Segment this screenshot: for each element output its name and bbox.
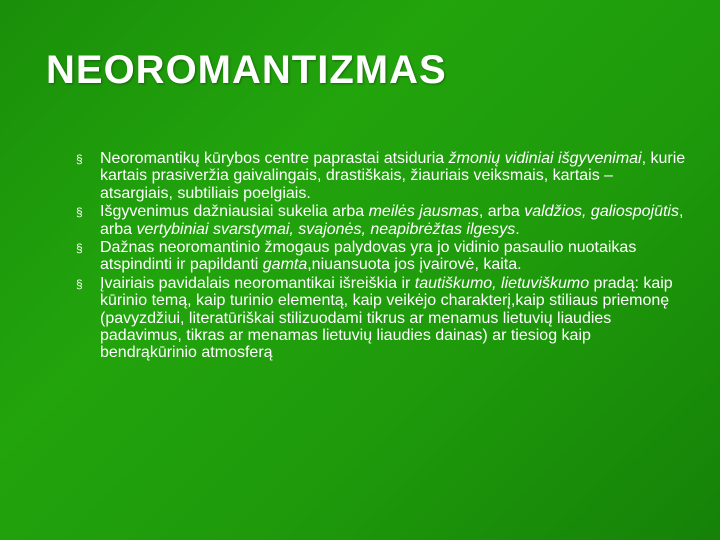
emphasized-text: tautiškumo, lietuviškumo (414, 274, 590, 292)
bullet-marker-icon: § (76, 152, 83, 166)
bullet-list (76, 150, 688, 363)
body-text: Įvairiais pavidalais neoromantikai išreiškia ir (100, 274, 415, 292)
body-text: , kurie kartais prasiveržia gaivalingais, drastiškais, žiauriais veiksmais, kartais – atsargiais, subtiliais poelgiais. (100, 150, 686, 202)
bullet-marker-icon: § (76, 241, 83, 256)
body-text: Neoromantikų kūrybos centre paprastai atsiduria (100, 150, 449, 167)
body-text: . (515, 220, 520, 238)
bullet-item (76, 150, 688, 202)
bullet-item (76, 275, 688, 362)
body-text: Dažnas neoromantinio žmogaus palydovas yra jo vidinio pasaulio nuotaikas atspindinti ir papildanti (100, 239, 637, 274)
body-text: pradą: kaip kūrinio temą, kaip turinio elementą, kaip veikėjo charakterį,kaip stiliaus priemonę (pavyzdžiui, literatūriškai stilizuodami tikrus ar menamus lietuvių liaudies padavimus, tikras ar menamas lietuvių liaudies dainas) ar tiesiog kaip bendrąkūrinio atmosferą (100, 274, 673, 362)
bullet-item (76, 203, 688, 238)
bullet-marker-icon: § (76, 276, 83, 291)
bullet-item (76, 239, 688, 274)
emphasized-text: valdžios, galiospojūtis (524, 203, 679, 221)
emphasized-text: meilės jausmas (368, 203, 479, 221)
body-text: , arba (478, 203, 525, 221)
emphasized-text: gamta (262, 256, 308, 274)
bullet-marker-icon: § (76, 205, 83, 220)
slide-title: NEOROMANTIZMAS (46, 48, 447, 92)
body-text: Išgyvenimus dažniausiai sukelia arba (100, 203, 369, 221)
emphasized-text: vertybiniai svarstymai, svajonės, neapibrėžtas ilgesys (136, 220, 516, 238)
emphasized-text: žmonių vidiniai išgyvenimai (448, 150, 642, 167)
body-text: , arba (100, 203, 684, 238)
body-text: ,niuansuota jos įvairovė, kaita. (307, 256, 522, 274)
